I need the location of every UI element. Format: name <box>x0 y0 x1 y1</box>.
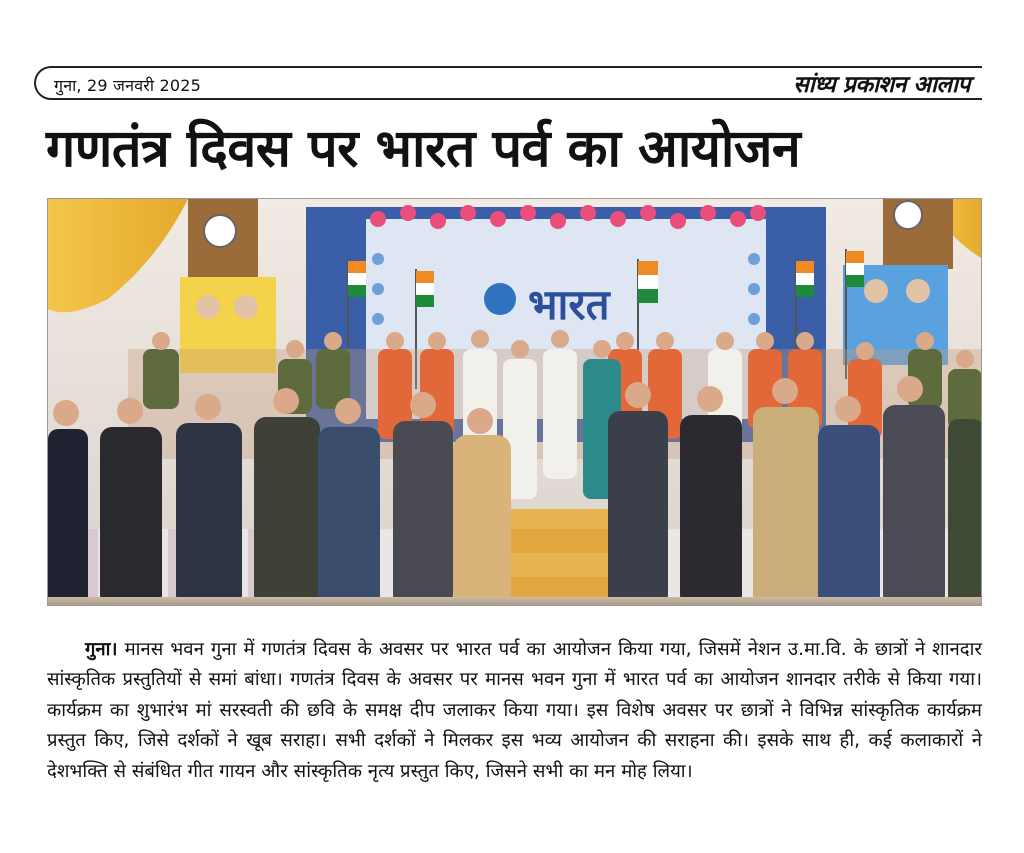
article-body-text: मानस भवन गुना में गणतंत्र दिवस के अवसर पर भारत पर्व का आयोजन किया गया, जिसमें नेशन उ.मा.वि. के छात्रों ने शानदार सांस्कृतिक प्रस्तुतियों से समां बांधा। गणतंत्र दिवस के अवसर पर मानस भवन गुना में भारत पर्व का आयोजन शानदार तरीके से किया गया। कार्यक्रम का शुभारंभ मां सरस्वती की छवि के समक्ष दीप जलाकर किया गया। इस विशेष अवसर पर छात्रों ने विभिन्न सांस्कृतिक कार्यक्रम प्रस्तुत किए, जिसे दर्शकों ने खूब सराहा। सभी दर्शकों ने मिलकर इस भव्य आयोजन की सराहना की। इसके साथ ही, कई कलाकारों ने देशभक्ति से संबंधित गीत गायन और सांस्कृतिक नृत्य प्रस्तुत किए, जिसने सभी का मन मोह लिया। <box>47 638 983 782</box>
article-lead: गुना। <box>85 638 118 660</box>
masthead <box>34 66 982 100</box>
stage-banner-text: भारत <box>528 280 610 329</box>
dateline: गुना, 29 जनवरी 2025 <box>54 76 201 95</box>
newspaper-name: सांध्य प्रकाशन आलाप <box>793 71 970 98</box>
article-headline: गणतंत्र दिवस पर भारत पर्व का आयोजन <box>46 119 801 179</box>
article-photo <box>47 198 982 606</box>
article-body <box>47 635 982 788</box>
